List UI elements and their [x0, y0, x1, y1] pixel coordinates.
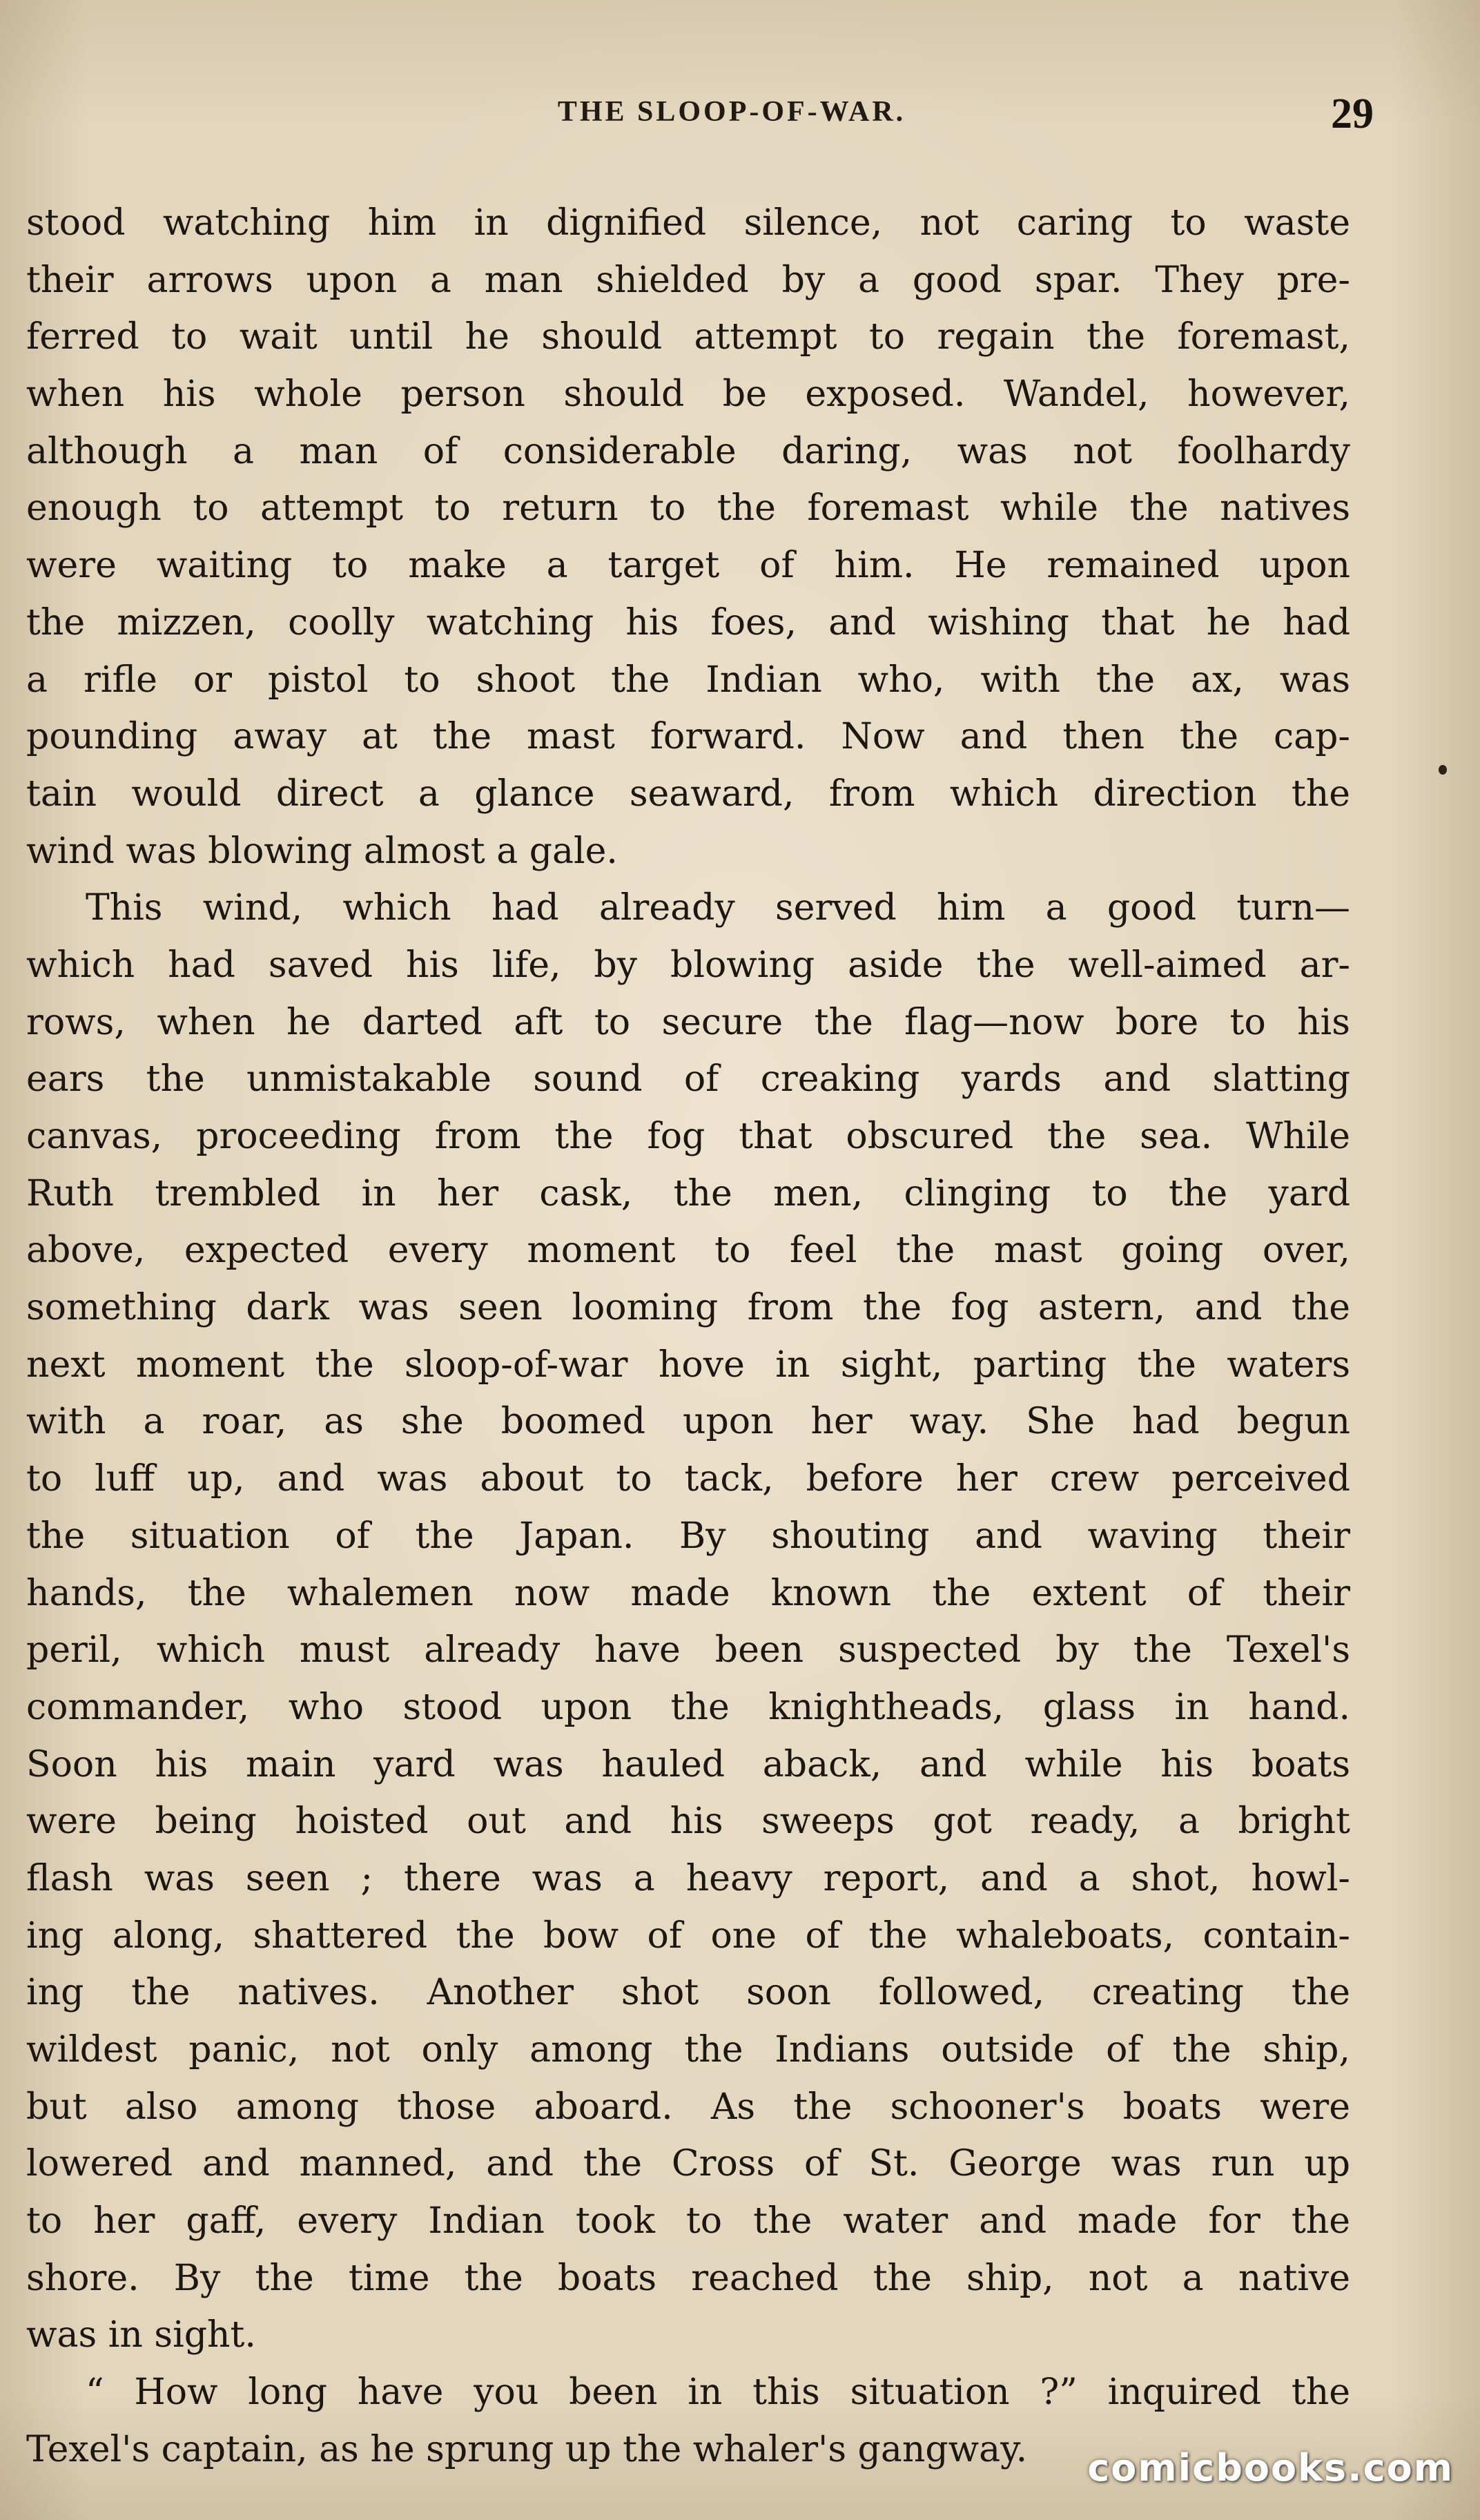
text-line: their arrows upon a man shielded by a good spar. They pre-	[26, 259, 1350, 301]
text-line: ferred to wait until he should attempt to regain the foremast,	[26, 316, 1350, 358]
text-line: which had saved his life, by blowing aside the well-aimed ar-	[26, 944, 1350, 986]
text-line: peril, which must already have been suspected by the Texel's	[26, 1629, 1350, 1671]
text-line: were waiting to make a target of him. He remained upon	[26, 545, 1350, 587]
text-line: ing along, shattered the bow of one of the whaleboats, contain-	[26, 1915, 1350, 1957]
text-line: This wind, which had already served him a good turn—	[86, 887, 1350, 929]
text-line: were being hoisted out and his sweeps got ready, a bright	[26, 1801, 1350, 1843]
text-line: pounding away at the mast forward. Now and then the cap-	[26, 716, 1350, 758]
text-line: wildest panic, not only among the Indians outside of the ship,	[26, 2029, 1350, 2071]
body-text	[26, 195, 1350, 2479]
text-line: wind was blowing almost a gale.	[26, 830, 618, 872]
text-line: enough to attempt to return to the foremast while the natives	[26, 487, 1350, 530]
text-line: next moment the sloop-of-war hove in sight, parting the waters	[26, 1344, 1350, 1386]
text-line: to her gaff, every Indian took to the water and made for the	[26, 2200, 1350, 2242]
text-line: Ruth trembled in her cask, the men, clinging to the yard	[26, 1172, 1350, 1214]
text-line: was in sight.	[26, 2314, 256, 2356]
text-line: lowered and manned, and the Cross of St. George was run up	[26, 2143, 1350, 2185]
text-line: ears the unmistakable sound of creaking yards and slatting	[26, 1058, 1350, 1101]
text-line: rows, when he darted aft to secure the flag—now bore to his	[26, 1001, 1350, 1043]
text-line: hands, the whalemen now made known the extent of their	[26, 1572, 1350, 1614]
text-line: although a man of considerable daring, was not foolhardy	[26, 430, 1350, 472]
text-line: above, expected every moment to feel the mast going over,	[26, 1230, 1350, 1272]
text-line: stood watching him in dignified silence, not caring to waste	[26, 202, 1350, 244]
text-line: with a roar, as she boomed upon her way. She had begun	[26, 1401, 1350, 1443]
text-line: Texel's captain, as he sprung up the whaler's gangway.	[26, 2428, 1028, 2470]
text-line: canvas, proceeding from the fog that obscured the sea. While	[26, 1116, 1350, 1157]
text-line: but also among those aboard. As the schooner's boats were	[26, 2086, 1350, 2128]
ink-speck	[1439, 765, 1447, 775]
text-line: tain would direct a glance seaward, from which direction the	[26, 773, 1350, 815]
text-line: when his whole person should be exposed. Wandel, however,	[26, 374, 1350, 416]
text-line: commander, who stood upon the knightheads, glass in hand.	[26, 1686, 1350, 1728]
page-number: 29	[1331, 90, 1374, 137]
page-header	[28, 90, 1436, 145]
text-line: flash was seen ; there was a heavy report, and a shot, howl-	[26, 1857, 1350, 1899]
text-line: Soon his main yard was hauled aback, and while his boats	[26, 1743, 1350, 1785]
text-line: shore. By the time the boats reached the ship, not a native	[26, 2257, 1350, 2299]
watermark: comicbooks.com	[1087, 2446, 1454, 2490]
text-line: ing the natives. Another shot soon followed, creating the	[26, 1972, 1350, 2014]
text-line: the situation of the Japan. By shouting and waving their	[26, 1515, 1350, 1557]
text-line: something dark was seen looming from the fog astern, and the	[26, 1287, 1350, 1329]
text-line: the mizzen, coolly watching his foes, and wishing that he had	[26, 601, 1350, 643]
text-line: a rifle or pistol to shoot the Indian who, with the ax, was	[26, 659, 1350, 701]
running-title: THE SLOOP-OF-WAR.	[557, 96, 906, 128]
text-line: to luff up, and was about to tack, before her crew perceived	[26, 1458, 1350, 1500]
text-line: “ How long have you been in this situation ?” inquired the	[86, 2372, 1350, 2414]
